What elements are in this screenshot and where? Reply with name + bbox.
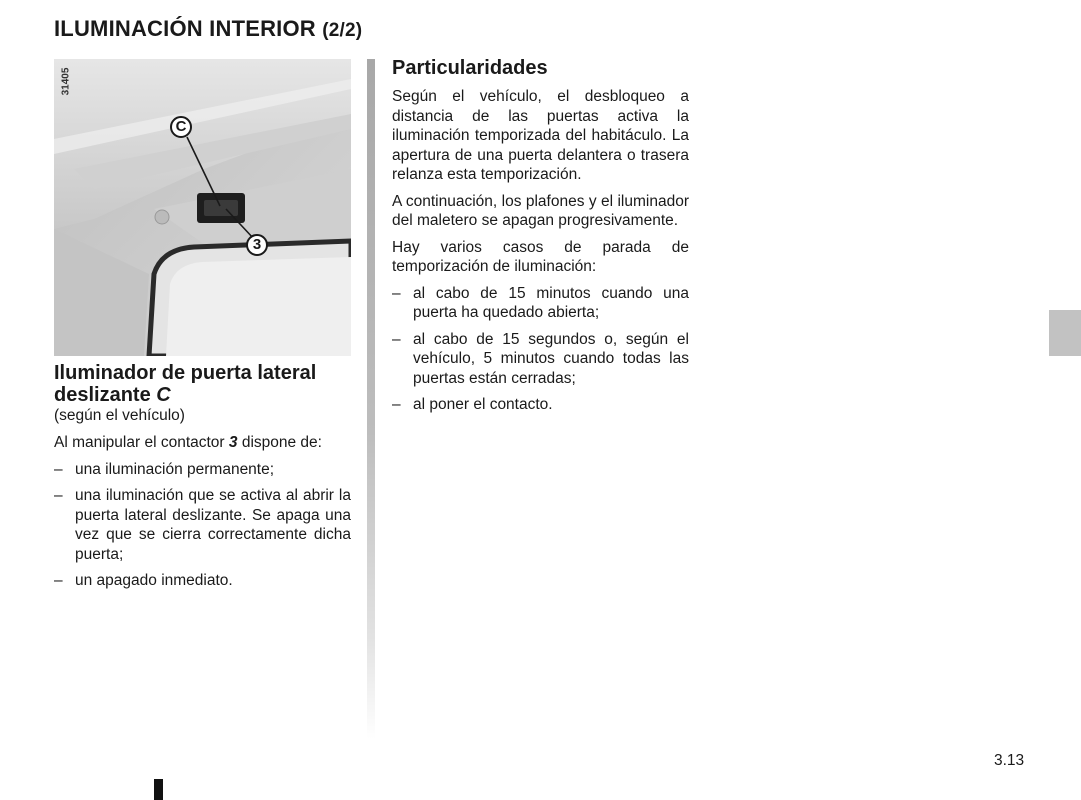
interior-photo-drawing — [54, 59, 351, 356]
heading-ref-c: C — [156, 384, 171, 406]
column-divider — [367, 59, 375, 739]
list-item — [392, 330, 689, 389]
list-item — [392, 284, 689, 323]
list-dash: – — [392, 330, 401, 348]
door-light-lens — [204, 200, 238, 216]
interior-light-photo — [54, 59, 351, 356]
heading-line-1: Iluminador de puerta lateral — [54, 362, 317, 384]
figure-code — [59, 62, 73, 100]
list-item — [54, 486, 351, 564]
figure-code-text: 31405 — [60, 67, 72, 95]
callout-3: 3 — [246, 234, 268, 256]
intro-after: dispone de: — [237, 434, 322, 451]
callout-c: C — [170, 116, 192, 138]
list-dash: – — [54, 572, 63, 589]
list-dash: – — [392, 284, 401, 302]
list-item-text: al poner el contacto. — [413, 396, 553, 413]
list-dash: – — [54, 460, 63, 478]
list-dash: – — [392, 396, 401, 413]
list-item-text: al cabo de 15 segundos o, según el vehículo, 5 minutos cuando todas las puertas están cerradas; — [413, 330, 689, 387]
section-heading-particularities: Particularidades — [392, 57, 548, 79]
page-title-suffix: (2/2) — [322, 20, 363, 41]
list-item-text: un apagado inmediato. — [75, 572, 233, 589]
list-dash: – — [54, 487, 63, 504]
page-title-text: ILUMINACIÓN INTERIOR — [54, 16, 316, 41]
page-number: 3.13 — [994, 752, 1025, 769]
heading-line-2 — [54, 384, 351, 406]
list-item — [54, 571, 351, 591]
intro-before: Al manipular el contactor — [54, 434, 229, 451]
heading-line-2-text: deslizante — [54, 384, 157, 406]
list-item-text: al cabo de 15 minutos cuando una puerta ha quedado abierta; — [413, 284, 689, 321]
chapter-tab — [1049, 310, 1081, 356]
right-column — [392, 56, 689, 415]
page-title — [54, 16, 362, 42]
list-item-text: una iluminación permanente; — [75, 460, 275, 478]
paragraph: Según el vehículo, el desbloqueo a distancia de las puertas activa la iluminación temporizada del habitáculo. La apertura de una puerta delantera o trasera relanza esta temporización. — [392, 88, 689, 183]
list-item-text: una iluminación que se activa al abrir la puerta lateral deslizante. Se apaga una vez que se cierra correctamente dicha puerta; — [75, 487, 351, 563]
paragraph: Hay varios casos de parada de temporización de iluminación: — [392, 238, 689, 275]
mount-bolt — [155, 210, 169, 224]
section-note: (según el vehículo) — [54, 407, 185, 424]
list-item — [54, 460, 351, 480]
crop-mark — [154, 779, 163, 800]
paragraph: A continuación, los plafones y el iluminador del maletero se apagan progresivamente. — [392, 192, 689, 229]
intro-ref-3: 3 — [228, 434, 238, 451]
section-heading-sliding-door — [54, 362, 351, 406]
left-column — [54, 362, 351, 591]
list-item — [392, 395, 689, 415]
intro-paragraph — [54, 433, 351, 453]
sliding-door-panel — [166, 257, 351, 356]
